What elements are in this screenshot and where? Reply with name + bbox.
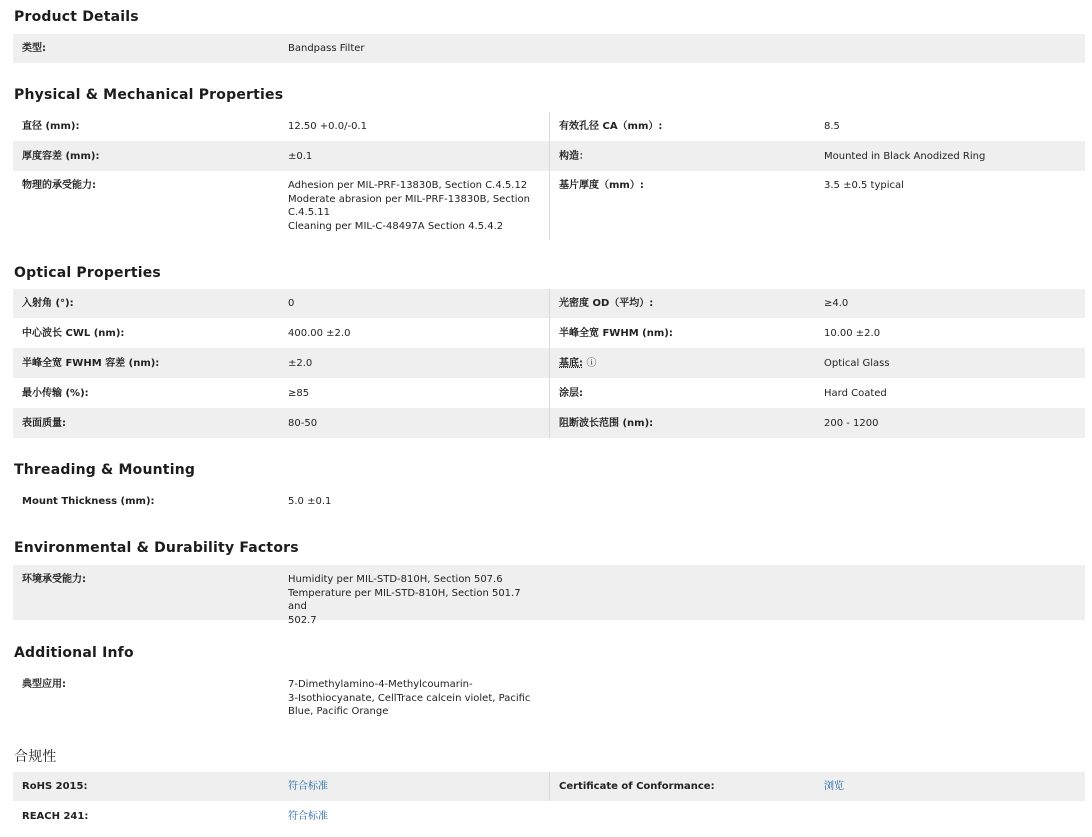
spec-label: 类型: [22, 43, 46, 54]
spec-value: ±2.0 [288, 358, 313, 369]
spec-value-line: 502.7 [288, 614, 317, 626]
section-title-environmental: Environmental & Durability Factors [14, 540, 299, 556]
spec-label: 厚度容差 (mm): [22, 151, 100, 162]
spec-label: 表面质量: [22, 418, 66, 429]
spec-label: 最小传输 (%): [22, 388, 89, 399]
section-title-optical: Optical Properties [14, 265, 161, 281]
spec-value: ≥4.0 [824, 298, 849, 309]
spec-label: 半峰全宽 FWHM (nm): [559, 328, 673, 339]
info-icon[interactable]: ⓘ [586, 358, 597, 369]
spec-value: 0 [288, 298, 295, 309]
spec-label: 基片厚度（mm）: [559, 180, 644, 191]
section-title-threading: Threading & Mounting [14, 462, 196, 478]
spec-value-multiline [288, 678, 533, 719]
column-divider [549, 289, 550, 438]
spec-label: 阻断波长范围 (nm): [559, 418, 654, 429]
spec-label: Certificate of Conformance: [559, 781, 715, 792]
section-title-additional-info: Additional Info [14, 645, 134, 661]
spec-value-line: Temperature per MIL-STD-810H, Section 501.7 and [288, 587, 521, 612]
column-divider [549, 772, 550, 801]
certificate-view-link[interactable]: 浏览 [824, 781, 844, 792]
spec-value: ≥85 [288, 388, 310, 399]
reach-compliance-link[interactable]: 符合标准 [288, 811, 328, 822]
spec-value-line: Cleaning per MIL-C-48497A Section 4.5.4.2 [288, 220, 504, 232]
spec-label: 直径 (mm): [22, 121, 80, 132]
spec-label: 入射角 (°): [22, 298, 74, 309]
spec-label: 构造： [559, 151, 589, 162]
spec-value-line: 7-Dimethylamino-4-Methylcoumarin- [288, 679, 473, 690]
table-row [13, 34, 1085, 63]
spec-value-multiline [288, 179, 533, 233]
spec-value: ±0.1 [288, 151, 313, 162]
spec-label: 典型应用: [22, 679, 66, 690]
spec-label: 半峰全宽 FWHM 容差 (nm): [22, 358, 160, 369]
spec-label: 环境承受能力: [22, 574, 86, 585]
spec-value-line: 3-Isothiocyanate, CellTrace calcein violet, Pacific [288, 692, 531, 704]
section-title-physical: Physical & Mechanical Properties [14, 87, 284, 103]
spec-value-multiline [288, 573, 533, 627]
spec-label: 有效孔径 CA（mm）: [559, 121, 663, 132]
section-title-compliance: 合规性 [14, 749, 57, 765]
spec-value: 5.0 ±0.1 [288, 496, 332, 507]
spec-value: Optical Glass [824, 358, 890, 369]
spec-value-line: Humidity per MIL-STD-810H, Section 507.6 [288, 574, 503, 585]
spec-label: 涂层: [559, 388, 583, 399]
spec-label: 光密度 OD（平均）: [559, 298, 654, 309]
spec-label-with-tooltip[interactable] [559, 357, 809, 371]
spec-label-text: 基底: [559, 358, 583, 369]
spec-value: 8.5 [824, 121, 840, 132]
spec-value: 10.00 ±2.0 [824, 328, 881, 339]
rohs-compliance-link[interactable]: 符合标准 [288, 781, 328, 792]
table-row [13, 487, 1085, 517]
spec-value-line: Adhesion per MIL-PRF-13830B, Section C.4.5.12 [288, 180, 528, 191]
section-title-product-details: Product Details [14, 9, 139, 25]
spec-value-line: Blue, Pacific Orange [288, 706, 389, 717]
spec-value-line: C.4.5.11 [288, 207, 330, 218]
spec-value-line: Moderate abrasion per MIL-PRF-13830B, Section [288, 193, 530, 205]
column-divider [549, 112, 550, 240]
spec-value: 12.50 +0.0/-0.1 [288, 121, 367, 132]
spec-label: RoHS 2015: [22, 781, 88, 792]
spec-value: 3.5 ±0.5 typical [824, 180, 904, 191]
spec-value: Bandpass Filter [288, 43, 365, 54]
spec-value: Hard Coated [824, 388, 887, 399]
spec-value: 80-50 [288, 418, 318, 429]
spec-label: Mount Thickness (mm): [22, 496, 155, 507]
table-row [13, 565, 1085, 626]
table-row [13, 670, 1085, 725]
spec-label: 物理的承受能力: [22, 180, 96, 191]
spec-label: REACH 241: [22, 811, 89, 822]
table-row [13, 801, 1085, 831]
spec-label: 中心波长 CWL (nm): [22, 328, 125, 339]
spec-value: Mounted in Black Anodized Ring [824, 151, 986, 162]
spec-value: 400.00 ±2.0 [288, 328, 351, 339]
spec-value: 200 - 1200 [824, 418, 879, 429]
